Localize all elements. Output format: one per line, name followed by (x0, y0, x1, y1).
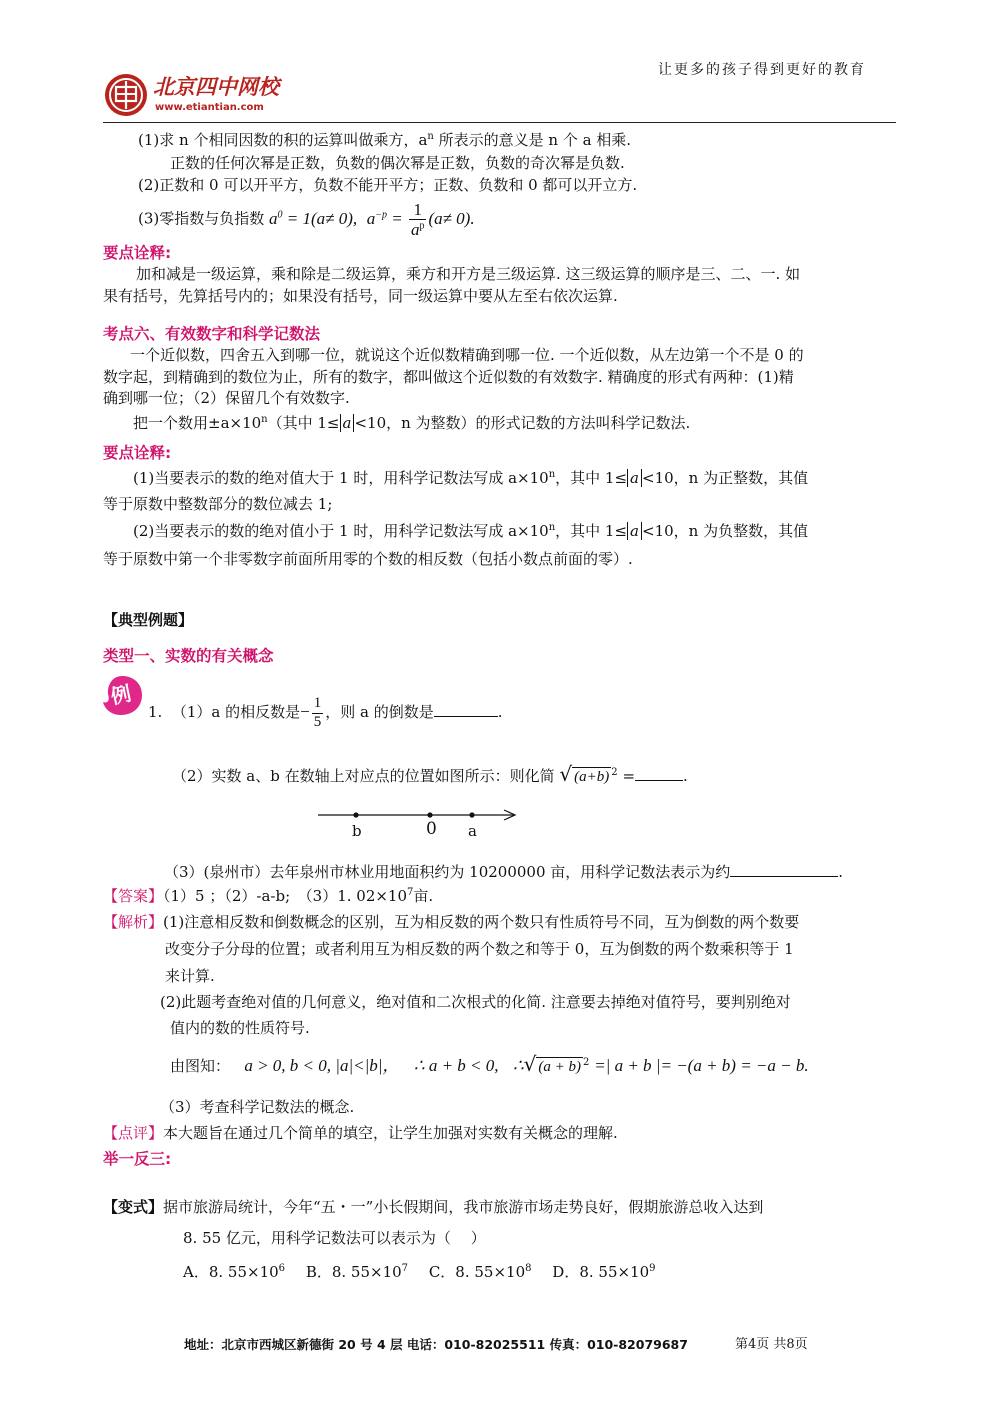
note1-line-2: 果有括号，先算括号内的；如果没有括号，同一级运算中要从左至右依次运算. (103, 287, 618, 305)
answer-blank-1[interactable] (434, 702, 498, 717)
logo (103, 72, 293, 120)
note2-line-2: 等于原数中整数部分的数位减去 1; (103, 495, 333, 513)
label-a: a (468, 822, 477, 840)
analysis-line-6: 由图知： a > 0, b < 0, |a|<|b|， ∴ a + b < 0, ∴√ (a + b) $^2$ =| a + b |= −(a + b) = −a − b. (170, 1052, 809, 1076)
analysis-line-2: 改变分子分母的位置；或者利用互为相反数的两个数之和等于 0，互为倒数的两个数乘积等于 1 (165, 940, 794, 958)
type1-title: 类型一、实数的有关概念 (103, 647, 274, 665)
section6-line-4: 把一个数用$\pm a\times 10^n$（其中 1≤ a <10，n 为整数）的形式记数的方法叫科学记数法. (133, 414, 691, 432)
label-b: b (352, 822, 362, 840)
question-2: （2）实数 a、b 在数轴上对应点的位置如图所示：则化简 √ (a+b) $^2$ = . (172, 762, 688, 786)
label-0: 0 (426, 819, 437, 839)
practice-line-1: 【变式】据市旅游局统计，今年“五・一”小长假期间，我市旅游市场走势良好，假期旅游总收入达到 (103, 1198, 764, 1216)
section6-line-1: 一个近似数，四舍五入到哪一位，就说这个近似数精确到哪一位. 一个近似数，从左边第一个不是 0 的 (130, 346, 804, 364)
note1-line-1: 加和减是一级运算，乘和除是二级运算，乘方和开方是三级运算. 这三级运算的顺序是三、二、一. 如 (136, 265, 801, 283)
power-line-2: 正数的任何次幂是正数，负数的偶次幂是正数，负数的奇次幂是负数. (170, 154, 625, 172)
question-3: （3）(泉州市）去年泉州市林业用地面积约为 10200000 亩，用科学记数法表示为约 . (164, 863, 844, 881)
point-a (469, 812, 474, 817)
point-b (353, 812, 358, 817)
header-slogan: 让更多的孩子得到更好的教育 (658, 62, 866, 78)
practice-options (183, 1263, 656, 1281)
analysis-line-3: 来计算. (165, 967, 215, 985)
footer-address: 地址：北京市西城区新德街 20 号 4 层 电话：010-82025511 传真：010-82079687 (184, 1337, 688, 1352)
number-line (318, 807, 518, 843)
note2-line-4: 等于原数中第一个非零数字前面所用零的个数的相反数（包括小数点前面的零）. (103, 550, 633, 568)
header-rule (103, 122, 896, 123)
logo-text: 北京四中网校 (153, 74, 279, 99)
power-line-3: (2)正数和 0 可以开平方，负数不能开平方；正数、负数和 0 都可以开立方. (138, 176, 638, 194)
note2-line-1: (1)当要表示的数的绝对值大于 1 时，用科学记数法写成 $a\times 10^n$，其中 1≤ a <10，n 为正整数，其值 (133, 469, 809, 487)
section6-line-2: 数字起，到精确到的数位为止，所有的数字，都叫做这个近似数的有效数字. 精确度的形式有两种：(1)精 (103, 368, 794, 386)
zero-exponent-formula: $a^0 = 1(a\ne 0)$, (269, 208, 358, 228)
option-d[interactable]: D．8. $55\times 10^9$ (552, 1263, 656, 1281)
answer-blank-2[interactable] (635, 766, 683, 781)
practice-title: 举一反三: (103, 1150, 172, 1168)
analysis-line-4: (2)此题考查绝对值的几何意义，绝对值和二次根式的化简. 注意要去掉绝对值符号，要判别绝对 (160, 993, 791, 1011)
option-a[interactable]: A．8. $55\times 10^6$ (183, 1263, 286, 1281)
example-badge: 例 (100, 674, 144, 718)
analysis-line-7: （3）考查科学记数法的概念. (160, 1098, 355, 1116)
practice-line-2: 8. 55 亿元，用科学记数法可以表示为（ ） (183, 1229, 486, 1247)
answer-blank-3[interactable] (730, 862, 838, 877)
comment-line: 【点评】本大题旨在通过几个简单的填空，让学生加强对实数有关概念的理解. (103, 1124, 618, 1142)
question-1: 1. （1）a 的相反数是− $\frac{1}{5}$ ，则 a 的倒数是 . (148, 695, 503, 730)
option-c[interactable]: C．8. $55\times 10^8$ (428, 1263, 532, 1281)
note1-title: 要点诠释: (103, 244, 172, 262)
logo-url: www.etiantian.com (155, 102, 264, 113)
answer-line: 【答案】（1）5 ；（2）-a-b; （3）1. $02\times 10^7$亩. (103, 887, 434, 905)
section6-line-3: 确到哪一位；（2）保留几个有效数字. (103, 389, 350, 407)
point-0 (427, 812, 432, 817)
logo-seal-icon (103, 72, 149, 118)
footer-page: 第4页 共8页 (735, 1337, 808, 1352)
power-line-1: (1)求 n 个相同因数的积的运算叫做乘方，$a^n$ 所表示的意义是 n 个 a 相乘. (138, 131, 632, 149)
analysis-line-1: 【解析】(1)注意相反数和倒数概念的区别，互为相反数的两个数只有性质符号不同，互为倒数的两个数要 (103, 913, 800, 931)
examples-heading: 【典型例题】 (103, 611, 194, 629)
note2-line-3: (2)当要表示的数的绝对值小于 1 时，用科学记数法写成 $a\times 10^n$，其中 1≤ a <10，n 为负整数，其值 (133, 522, 809, 540)
section6-title: 考点六、有效数字和科学记数法 (103, 325, 321, 343)
power-line-4: (3)零指数与负指数 $a^0 = 1(a\ne 0)$, $a^{-p}$ = $\frac{1}{a^p}$ (a≠ 0). (138, 199, 475, 240)
negative-exponent-formula: $a^{-p}$ = $\frac{1}{a^p}$ (a≠ 0). (366, 199, 475, 240)
option-b[interactable]: B．8. $55\times 10^7$ (305, 1263, 409, 1281)
note2-title: 要点诠释: (103, 444, 172, 462)
number-line-axis (318, 807, 518, 823)
analysis-line-5: 值内的数的性质符号. (170, 1019, 310, 1037)
